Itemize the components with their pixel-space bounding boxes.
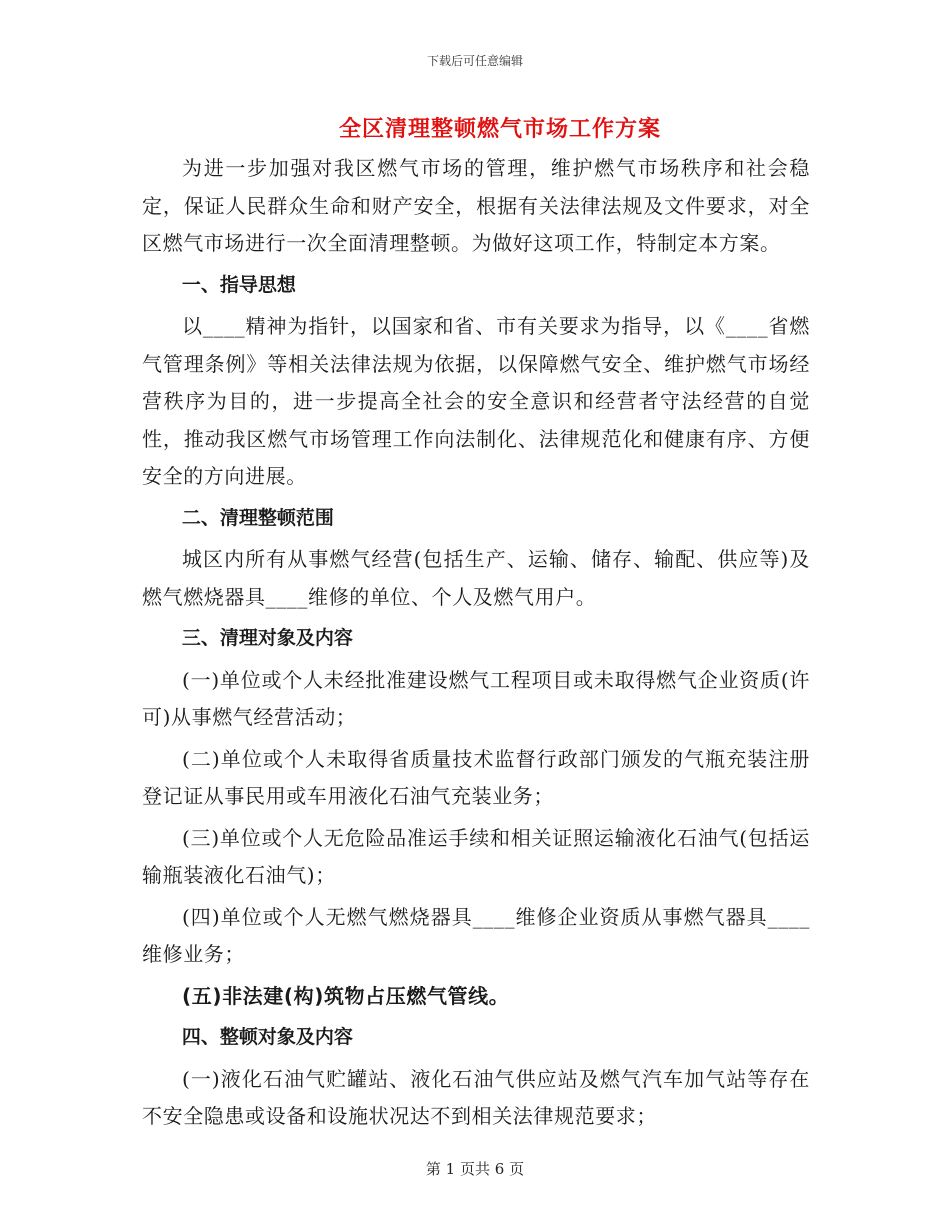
intro-paragraph: 为进一步加强对我区燃气市场的管理，维护燃气市场秩序和社会稳定，保证人民群众生命和财产安全，根据有关法律法规及文件要求，对全区燃气市场进行一次全面清理整顿。为做好这项工作，特制定本方案。 — [142, 156, 810, 255]
section-heading-cleanup-targets: 三、清理对象及内容 — [181, 627, 353, 649]
list-item: (三)单位或个人无危险品准运手续和相关证照运输液化石油气(包括运输瓶装液化石油气)； — [142, 825, 810, 887]
page-number: 第 1 页共 6 页 — [425, 1160, 525, 1178]
section-heading-guiding-ideology: 一、指导思想 — [181, 273, 296, 296]
header-note: 下载后可任意编辑 — [426, 54, 523, 68]
section-paragraph-guiding-ideology: 以____精神为指针，以国家和省、市有关要求为指导，以《____省燃气管理条例》等相关法律法规为依据，以保障燃气安全、维护燃气市场经营秩序为目的，进一步提高全社会的安全意识和经营者守法经营的自觉性，推动我区燃气市场管理工作向法制化、法律规范化和健康有序、方便安全的方向进展。 — [142, 314, 810, 488]
list-item: (二)单位或个人未取得省质量技术监督行政部门颁发的气瓶充装注册登记证从事民用或车用液化石油气充装业务； — [142, 746, 810, 808]
list-item: (一)液化石油气贮罐站、液化石油气供应站及燃气汽车加气站等存在不安全隐患或设备和设施状况达不到相关法律规范要求； — [142, 1066, 810, 1128]
list-item: (五)非法建(构)筑物占压燃气管线。 — [182, 983, 510, 1008]
list-item: (一)单位或个人未经批准建设燃气工程项目或未取得燃气企业资质(许可)从事燃气经营活动； — [142, 667, 810, 729]
section-heading-rectification-targets: 四、整顿对象及内容 — [181, 1026, 353, 1048]
document-body — [142, 150, 810, 1140]
list-item: (四)单位或个人无燃气燃烧器具____维修企业资质从事燃气器具____维修业务； — [142, 904, 810, 966]
document-title: 全区清理整顿燃气市场工作方案 — [338, 117, 661, 142]
section-paragraph-scope: 城区内所有从事燃气经营(包括生产、运输、储存、输配、供应等)及燃气燃烧器具____维修的单位、个人及燃气用户。 — [142, 547, 810, 609]
section-heading-scope: 二、清理整顿范围 — [181, 506, 334, 529]
